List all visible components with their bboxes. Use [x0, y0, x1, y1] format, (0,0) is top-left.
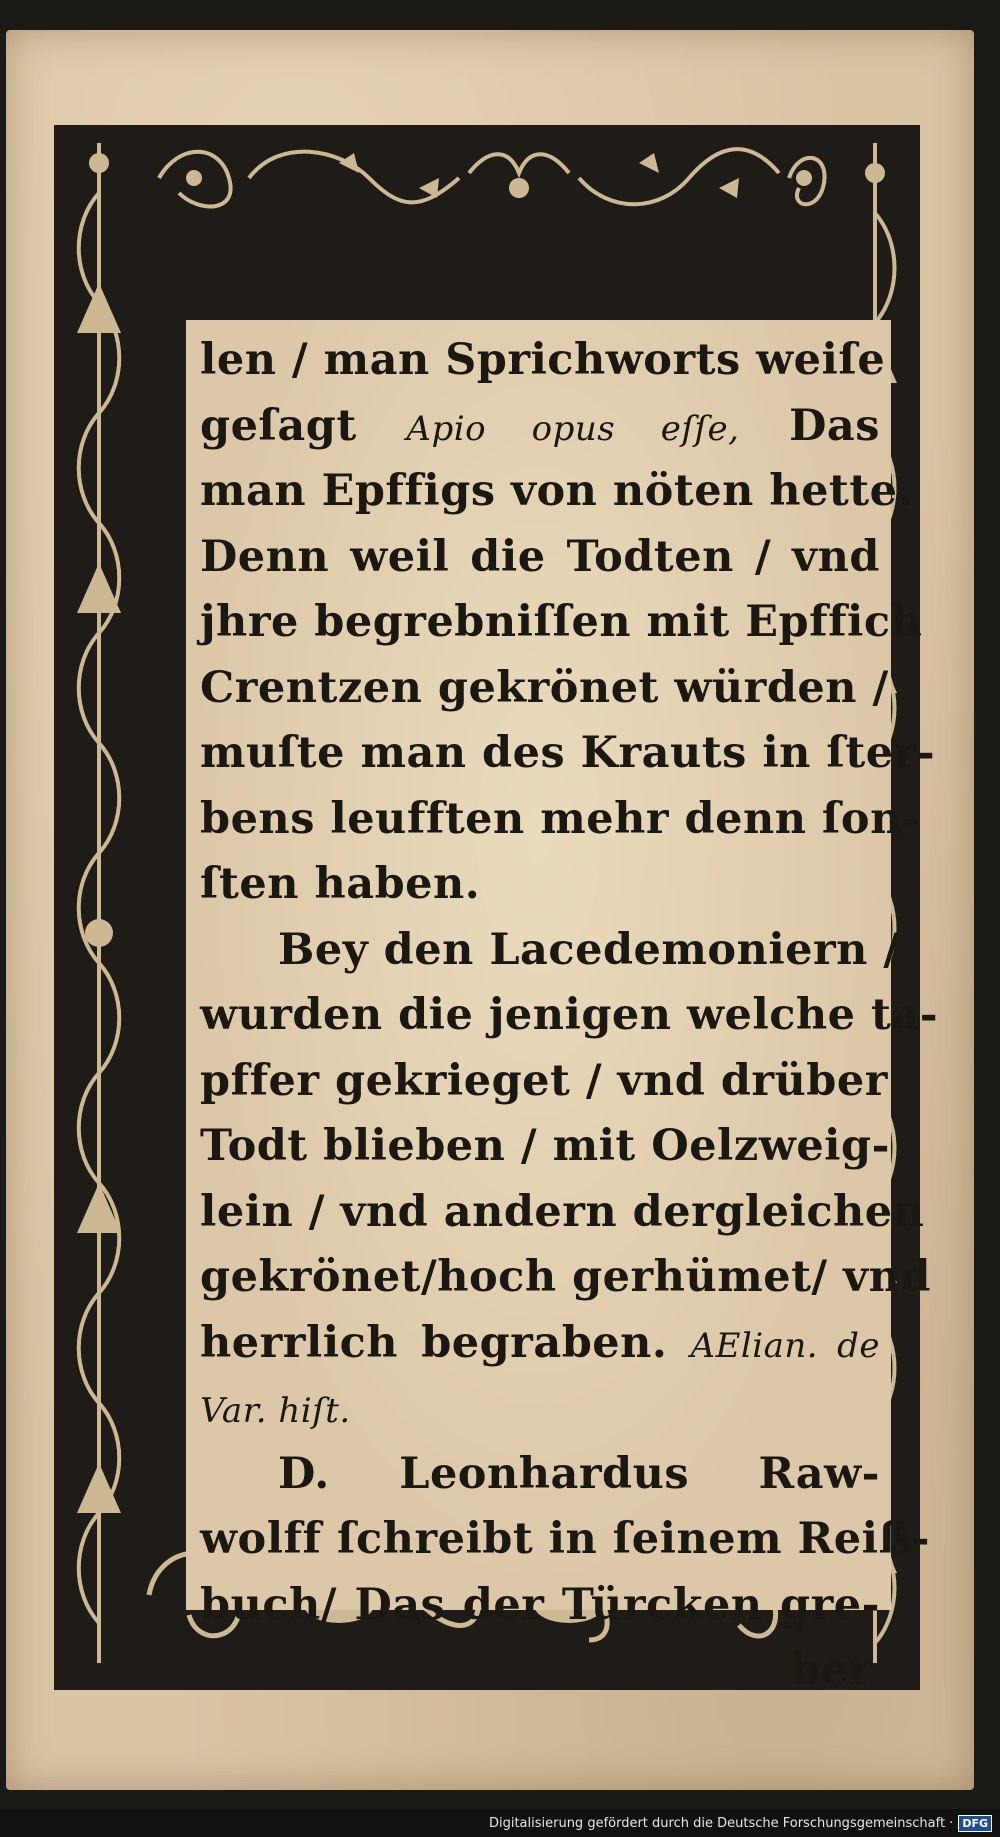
text-line: buch/ Das der Türcken gre- — [200, 1579, 880, 1630]
book-page — [6, 30, 974, 1790]
text-line: gekrönet/hoch gerhümet/ vnd — [200, 1252, 931, 1302]
body-text — [200, 328, 939, 1704]
text-line: Denn weil die Todten / vnd — [200, 531, 880, 582]
digitization-footer — [0, 1809, 1000, 1837]
text-line: man Epffigs von nöten hette. — [200, 466, 913, 516]
text-line: wurden die jenigen welche ta- — [200, 990, 939, 1040]
left-ornament — [62, 133, 137, 1673]
text-line: ſten haben. — [200, 859, 481, 909]
text-line: herrlich begraben. AElian. de — [200, 1317, 880, 1368]
text-panel — [186, 320, 939, 1695]
text-line: wolff ſchreibt in ſeinem Reiß- — [200, 1514, 930, 1564]
woodcut-border-frame — [54, 125, 939, 1695]
text-line: muſte man des Krauts in ſter- — [200, 728, 936, 778]
text-line: jhre begrebniſſen mit Epffich — [200, 597, 923, 647]
text-line: bens leufften mehr denn ſon- — [200, 793, 921, 844]
top-ornament — [139, 133, 839, 223]
text-line: len / man Sprichworts weiſe — [200, 335, 886, 385]
dfg-logo: DFG — [958, 1815, 992, 1832]
citation: AElian. de — [690, 1325, 880, 1366]
latin-quote: Apio opus eſſe, — [406, 408, 740, 449]
text-line: lein / vnd andern dergleichen — [200, 1186, 925, 1237]
citation: Var. hiſt. — [200, 1391, 351, 1431]
text-line — [200, 1376, 880, 1442]
text-line: Bey den Lacedemoniern / — [278, 924, 900, 975]
text-line: pffer gekrieget / vnd drüber — [200, 1055, 888, 1106]
text-line: D. Leonhardus Raw- — [278, 1448, 880, 1499]
funding-credit: Digitalisierung gefördert durch die Deutsche Forschungsgemeinschaft · — [488, 1815, 954, 1831]
text-line: Todt blieben / mit Oelzweig- — [200, 1121, 890, 1171]
text-line: geſagt Apio opus eſſe, Das — [200, 400, 880, 451]
catchword: ber — [790, 1645, 872, 1695]
text-line: Crentzen gekrönet würden / — [200, 662, 889, 713]
